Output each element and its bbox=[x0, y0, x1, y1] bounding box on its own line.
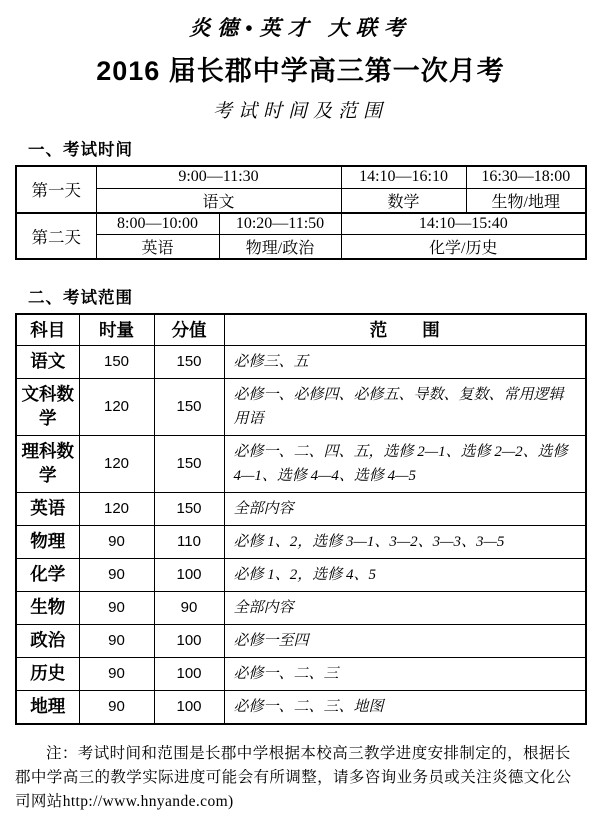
day1-slot3-subject: 生物/地理 bbox=[466, 188, 586, 213]
subject-cell: 政治 bbox=[16, 624, 79, 657]
day2-slot1-time: 8:00—10:00 bbox=[96, 213, 219, 235]
score-cell: 110 bbox=[154, 525, 224, 558]
scope-row-history bbox=[16, 657, 586, 690]
scope-row-science-math bbox=[16, 435, 586, 492]
day1-label: 第一天 bbox=[16, 166, 96, 213]
scope-row-geography bbox=[16, 690, 586, 724]
duration-cell: 90 bbox=[79, 624, 154, 657]
subject-cell: 语文 bbox=[16, 345, 79, 378]
col-header-scope: 范 围 bbox=[224, 314, 586, 345]
subject-cell: 化学 bbox=[16, 558, 79, 591]
scope-row-chinese bbox=[16, 345, 586, 378]
duration-cell: 150 bbox=[79, 345, 154, 378]
col-header-duration: 时量 bbox=[79, 314, 154, 345]
exam-scope-table bbox=[15, 313, 587, 725]
day2-slot1-subject: 英语 bbox=[96, 235, 219, 260]
duration-cell: 90 bbox=[79, 591, 154, 624]
duration-cell: 90 bbox=[79, 657, 154, 690]
scope-cell: 全部内容 bbox=[224, 492, 586, 525]
day2-slot2-subject: 物理/政治 bbox=[219, 235, 341, 260]
scope-cell: 必修三、五 bbox=[224, 345, 586, 378]
day1-time-row bbox=[16, 166, 586, 188]
col-header-score: 分值 bbox=[154, 314, 224, 345]
day1-slot1-time: 9:00—11:30 bbox=[96, 166, 341, 188]
score-cell: 100 bbox=[154, 558, 224, 591]
exam-time-table bbox=[15, 165, 587, 260]
day2-label: 第二天 bbox=[16, 213, 96, 260]
score-cell: 150 bbox=[154, 378, 224, 435]
day2-slot3-time: 14:10—15:40 bbox=[341, 213, 586, 235]
duration-cell: 90 bbox=[79, 690, 154, 724]
day1-slot2-subject: 数学 bbox=[341, 188, 466, 213]
scope-cell: 必修 1、2，选修 4、5 bbox=[224, 558, 586, 591]
score-cell: 150 bbox=[154, 435, 224, 492]
scope-cell: 必修一、必修四、必修五、导数、复数、常用逻辑用语 bbox=[224, 378, 586, 435]
scope-row-liberal-math bbox=[16, 378, 586, 435]
day2-time-row bbox=[16, 213, 586, 235]
col-header-subject: 科目 bbox=[16, 314, 79, 345]
page-subtitle: 考试时间及范围 bbox=[212, 101, 388, 122]
subject-cell: 理科数学 bbox=[16, 435, 79, 492]
score-cell: 90 bbox=[154, 591, 224, 624]
day1-slot3-time: 16:30—18:00 bbox=[466, 166, 586, 188]
scope-row-politics bbox=[16, 624, 586, 657]
section1-heading: 一、考试时间 bbox=[28, 141, 133, 159]
footnote: 注：考试时间和范围是长郡中学根据本校高三教学进度安排制定的，根据长郡中学高三的教学实际进度可能会有所调整，请多咨询业务员或关注炎德文化公司网站http://www.hnyande.com) bbox=[15, 744, 572, 810]
scope-row-biology bbox=[16, 591, 586, 624]
score-cell: 150 bbox=[154, 492, 224, 525]
scope-cell: 全部内容 bbox=[224, 591, 586, 624]
day1-subject-row bbox=[16, 188, 586, 213]
scope-row-english bbox=[16, 492, 586, 525]
score-cell: 100 bbox=[154, 690, 224, 724]
subject-cell: 生物 bbox=[16, 591, 79, 624]
day1-slot1-subject: 语文 bbox=[96, 188, 341, 213]
subject-cell: 地理 bbox=[16, 690, 79, 724]
brand-title: 炎德•英才 大联考 bbox=[189, 16, 412, 40]
duration-cell: 120 bbox=[79, 378, 154, 435]
duration-cell: 90 bbox=[79, 558, 154, 591]
score-cell: 150 bbox=[154, 345, 224, 378]
day1-slot2-time: 14:10—16:10 bbox=[341, 166, 466, 188]
duration-cell: 120 bbox=[79, 435, 154, 492]
section2-heading: 二、考试范围 bbox=[28, 289, 133, 307]
scope-cell: 必修一、二、四、五，选修 2—1、选修 2—2、选修 4—1、选修 4—4、选修 4—5 bbox=[224, 435, 586, 492]
scope-cell: 必修一至四 bbox=[224, 624, 586, 657]
scope-row-physics bbox=[16, 525, 586, 558]
scope-cell: 必修一、二、三、地图 bbox=[224, 690, 586, 724]
subject-cell: 历史 bbox=[16, 657, 79, 690]
score-cell: 100 bbox=[154, 624, 224, 657]
scope-row-chemistry bbox=[16, 558, 586, 591]
scope-header-row bbox=[16, 314, 586, 345]
day2-slot2-time: 10:20—11:50 bbox=[219, 213, 341, 235]
day2-subject-row bbox=[16, 235, 586, 260]
page-title: 2016 届长郡中学高三第一次月考 bbox=[96, 56, 505, 86]
day2-slot3-subject: 化学/历史 bbox=[341, 235, 586, 260]
subject-cell: 文科数学 bbox=[16, 378, 79, 435]
duration-cell: 120 bbox=[79, 492, 154, 525]
subject-cell: 英语 bbox=[16, 492, 79, 525]
duration-cell: 90 bbox=[79, 525, 154, 558]
subject-cell: 物理 bbox=[16, 525, 79, 558]
scope-cell: 必修 1、2，选修 3—1、3—2、3—3、3—5 bbox=[224, 525, 586, 558]
score-cell: 100 bbox=[154, 657, 224, 690]
scope-cell: 必修一、二、三 bbox=[224, 657, 586, 690]
